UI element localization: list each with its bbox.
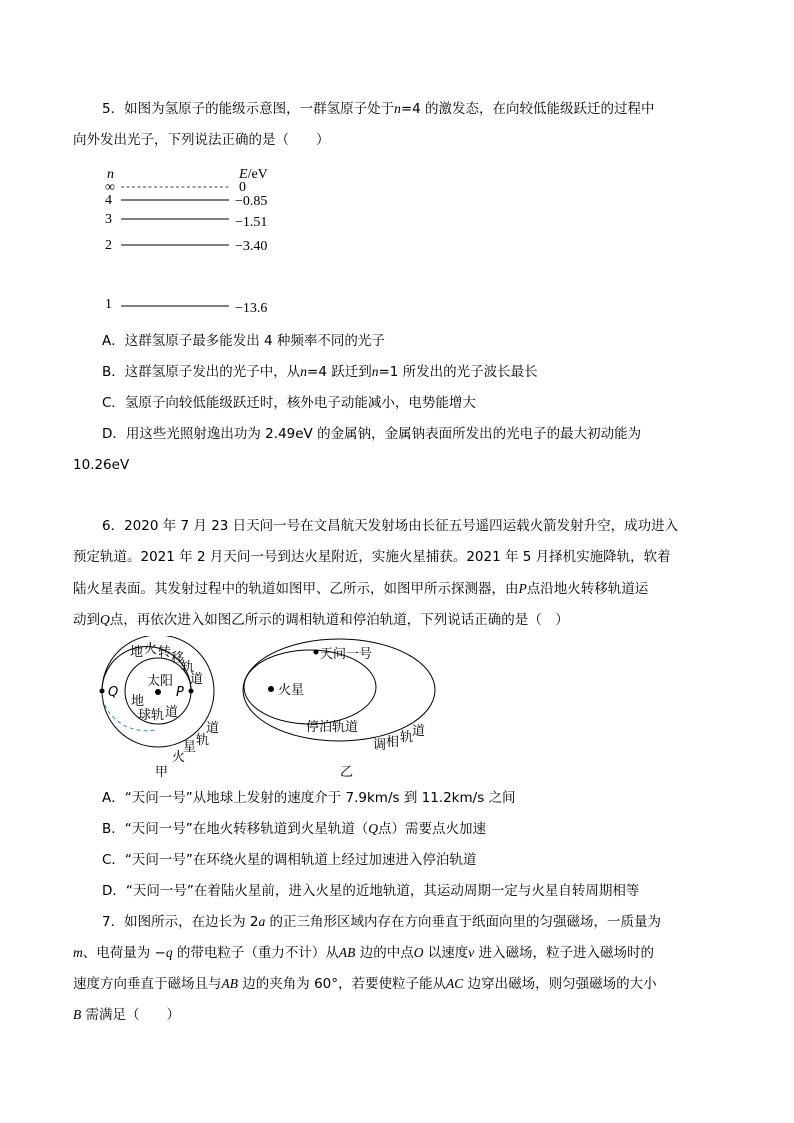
figure-jia [95, 636, 240, 781]
e-axis-label: E/eV [239, 167, 268, 182]
level-n-4: 4 [105, 193, 112, 208]
mars-label: 火星 [278, 683, 305, 698]
transfer-orbit-label: 地 [130, 645, 144, 660]
q7-stem-line1: 7．如图所示，在边长为 2a 的正三角形区域内存在方向垂直于纸面向里的匀强磁场，一质量为 [102, 914, 662, 930]
p-point-label: P [176, 685, 184, 700]
svg-text:相: 相 [386, 735, 400, 750]
figure-yi-caption: 乙 [340, 765, 354, 780]
level-n-3: 3 [105, 212, 112, 227]
q5-stem-line1: 5．如图为氢原子的能级示意图，一群氢原子处于n=4 的激发态，在向较低能级跃迁的过程中 [102, 101, 655, 117]
parking-orbit-label: 停泊轨道 [306, 720, 359, 735]
svg-text:道: 道 [206, 721, 220, 736]
q7-stem-line2: m、电荷量为 −q 的带电粒子（重力不计）从AB 边的中点O 以速度v 进入磁场，粒子进入磁场时的 [73, 945, 655, 961]
level-e-inf: 0 [239, 180, 246, 195]
svg-text:轨: 轨 [196, 733, 210, 748]
svg-text:道: 道 [165, 705, 179, 720]
q6-option-a: A．“天问一号”从地球上发射的速度介于 7.9km/s 到 11.2km/s 之间 [102, 790, 516, 806]
n-axis-label: n [107, 167, 114, 182]
q-point-dot [100, 689, 105, 694]
level-e-4: −0.85 [235, 194, 268, 209]
q6-option-d: D．“天问一号”在着陆火星前，进入火星的近地轨道，其运动周期一定与火星自转周期相等 [102, 883, 640, 899]
sun-label: 太阳 [147, 674, 174, 689]
q5-option-d: D．用这些光照射逸出功为 2.49eV 的金属钠，金属钠表面所发出的光电子的最大初动能为 [102, 426, 642, 442]
q5-number: 5． [102, 101, 125, 117]
q-point-label: Q [108, 685, 119, 700]
q6-stem-line1: 6．2020 年 7 月 23 日天问一号在文昌航天发射场由长征五号遥四运载火箭发射升空，成功进入 [102, 518, 679, 534]
svg-text:移: 移 [171, 651, 185, 666]
level-n-1: 1 [105, 297, 112, 312]
level-n-2: 2 [105, 238, 112, 253]
q5-option-b: B．这群氢原子发出的光子中，从n=4 跃迁到n=1 所发出的光子波长最长 [102, 364, 538, 380]
earth-orbit-label: 地 [131, 694, 145, 709]
sun-dot [155, 689, 161, 695]
svg-text:道: 道 [190, 672, 204, 687]
probe-label: 天问一号 [320, 647, 373, 662]
level-e-2: −3.40 [235, 239, 268, 254]
q6-stem-line3: 陆火星表面。其发射过程中的轨道如图甲、乙所示，如图甲所示探测器，由P点沿地火转移轨道运 [73, 581, 649, 597]
figure-yi [240, 636, 440, 781]
svg-text:轨: 轨 [151, 708, 165, 723]
q5-stem-line2: 向外发出光子，下列说法正确的是（ ） [73, 132, 330, 148]
level-e-3: −1.51 [235, 215, 268, 230]
q6-stem-line4: 动到Q点，再依次进入如图乙所示的调相轨道和停泊轨道，下列说话正确的是（ ） [73, 612, 569, 628]
mars-orbit-label: 火 [172, 750, 186, 765]
q6-option-b: B．“天问一号”在地火转移轨道到火星轨道（Q点）需要点火加速 [102, 821, 486, 837]
svg-text:轨: 轨 [400, 730, 414, 745]
svg-text:火: 火 [144, 642, 158, 657]
svg-text:星: 星 [183, 740, 197, 755]
q6-option-c: C．“天问一号”在环绕火星的调相轨道上经过加速进入停泊轨道 [102, 852, 477, 868]
svg-text:道: 道 [412, 724, 426, 739]
level-e-1: −13.6 [235, 301, 268, 316]
svg-text:球: 球 [138, 708, 152, 723]
phasing-orbit-label: 调 [373, 738, 387, 753]
probe-dot [314, 650, 319, 655]
q5-option-c: C．氢原子向较低能级跃迁时，核外电子动能减小，电势能增大 [102, 395, 476, 411]
q7-stem-line3: 速度方向垂直于磁场且与AB 边的夹角为 60°，若要使粒子能从AC 边穿出磁场，则匀强磁场的大小 [73, 976, 657, 992]
mars-dot [268, 686, 274, 692]
q5-option-a: A．这群氢原子最多能发出 4 种频率不同的光子 [102, 333, 385, 349]
q6-stem-line2: 预定轨道。2021 年 2 月天问一号到达火星附近，实施火星捕获。2021 年 5 月择机实施降轨，软着 [73, 549, 671, 565]
level-n-inf: ∞ [105, 180, 115, 195]
svg-text:轨: 轨 [181, 660, 195, 675]
p-point-dot [189, 689, 194, 694]
energy-level-diagram [95, 160, 295, 320]
q5-option-d-cont: 10.26eV [73, 457, 130, 473]
figure-jia-caption: 甲 [155, 765, 169, 780]
svg-text:转: 转 [158, 645, 172, 660]
q7-stem-line4: B 需满足（ ） [73, 1007, 181, 1023]
